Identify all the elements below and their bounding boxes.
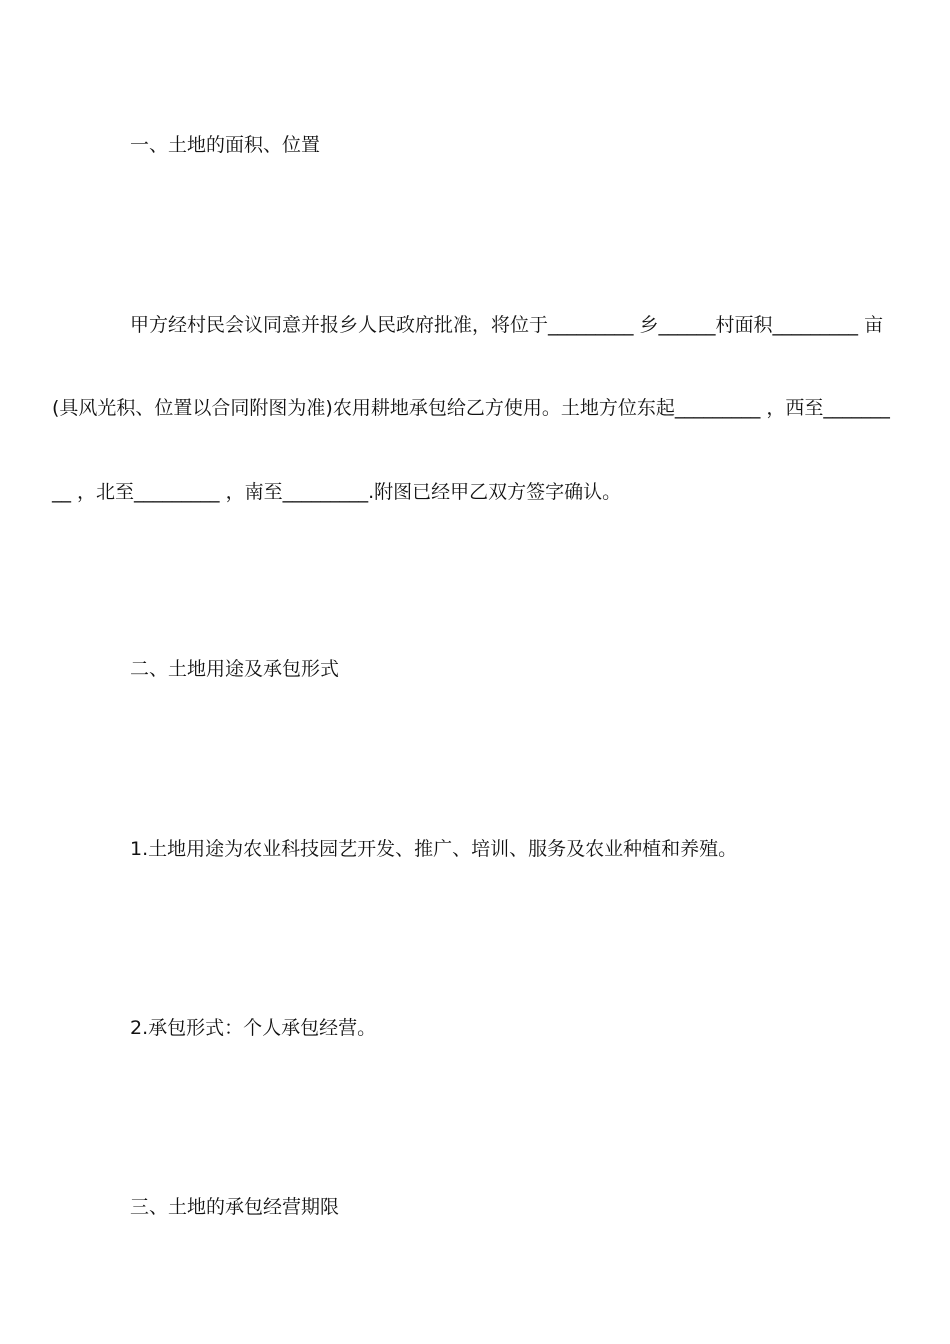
- paragraph-land-location-line-3: __ ，北至_________ ，南至_________.附图已经甲乙双方签字确认。: [52, 481, 622, 503]
- section-heading-land-use-contract-form: 二、土地用途及承包形式: [130, 658, 340, 680]
- clause-land-use: 1.土地用途为农业科技园艺开发、推广、培训、服务及农业种植和养殖。: [130, 838, 738, 860]
- paragraph-land-location-line-2: (具风光积、位置以合同附图为准)农用耕地承包给乙方使用。土地方位东起_________ ，西至_______: [52, 397, 890, 419]
- paragraph-land-location-line-1: 甲方经村民会议同意并报乡人民政府批准，将位于_________ 乡______村面积_________ 亩: [130, 314, 884, 336]
- section-heading-contract-term: 三、土地的承包经营期限: [130, 1196, 340, 1218]
- section-heading-land-area-location: 一、土地的面积、位置: [130, 134, 321, 156]
- clause-contract-form: 2.承包形式：个人承包经营。: [130, 1017, 377, 1039]
